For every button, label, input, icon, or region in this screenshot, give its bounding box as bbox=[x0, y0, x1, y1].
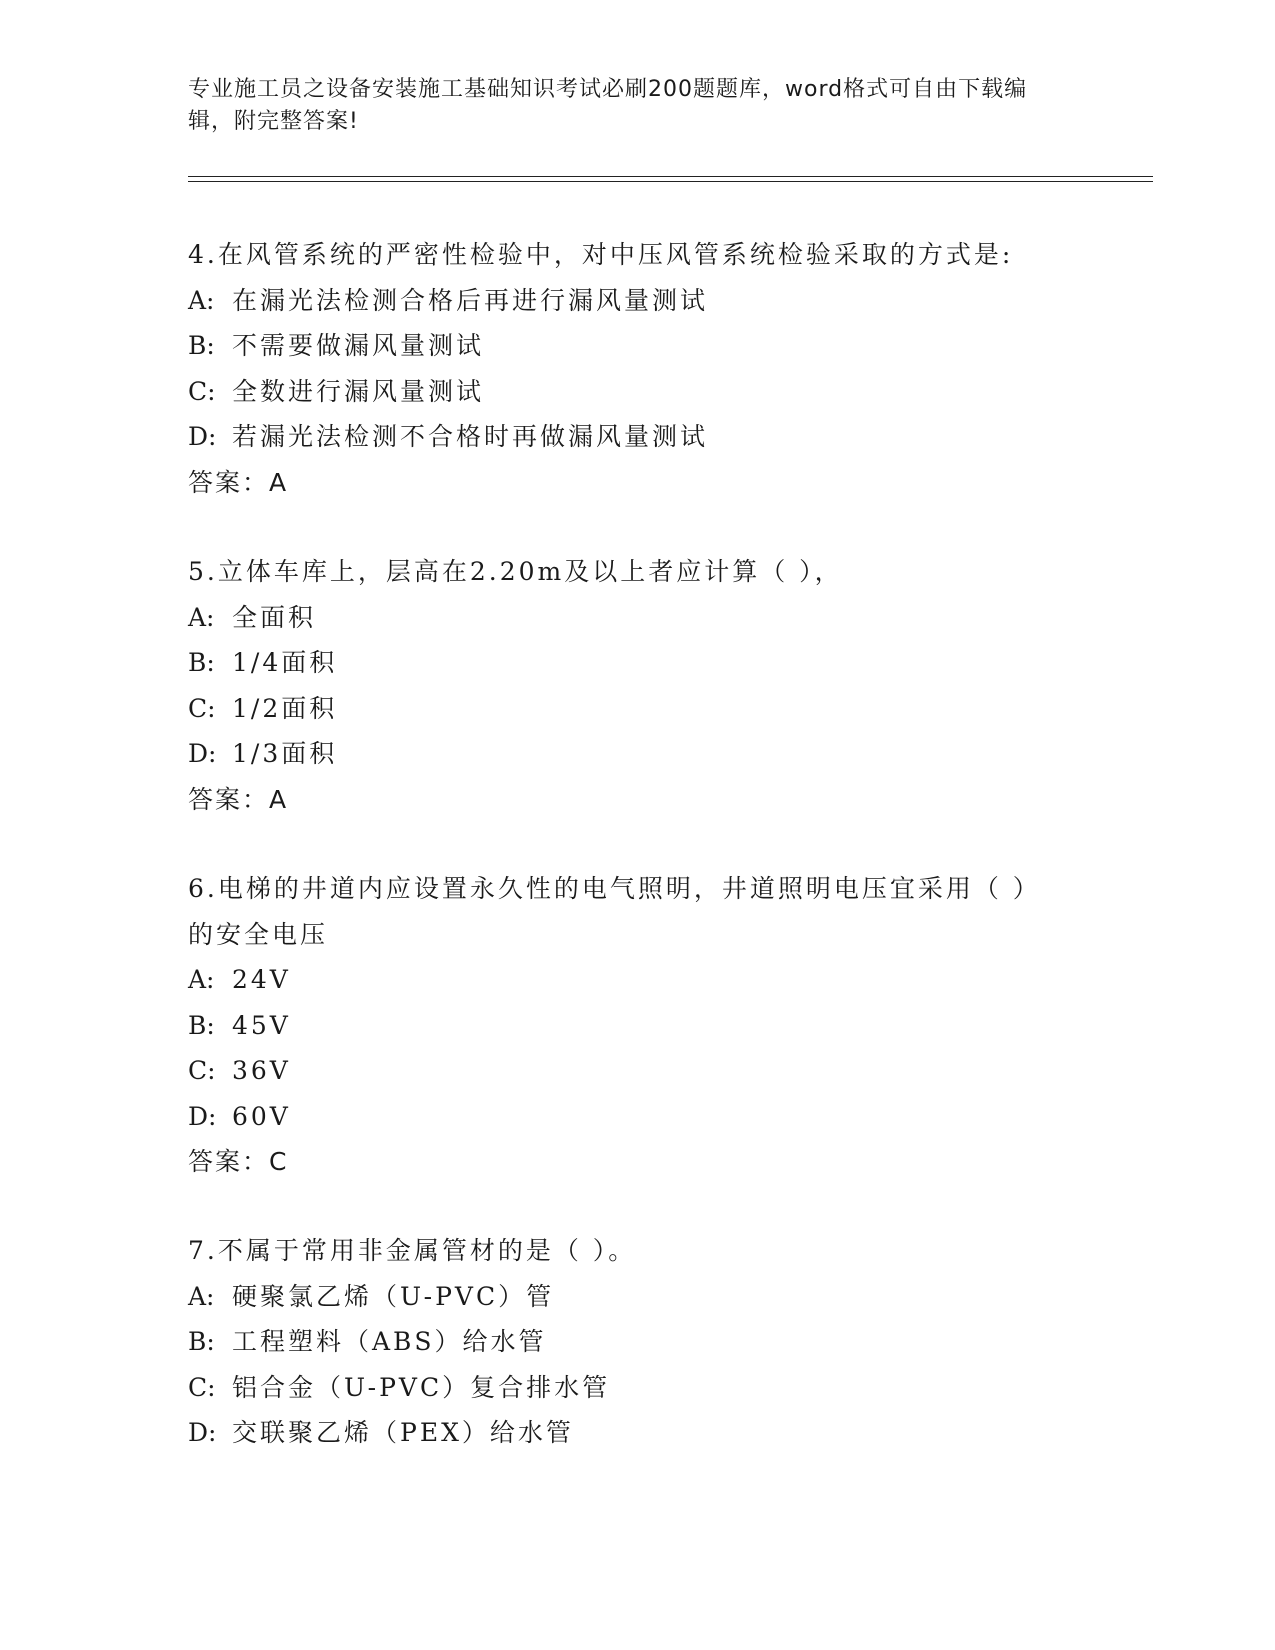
option-text: 45V bbox=[232, 1010, 291, 1040]
option-text: 36V bbox=[232, 1056, 291, 1085]
option-letter: A: bbox=[188, 285, 215, 315]
option-letter: D: bbox=[188, 422, 217, 451]
option-text: 60V bbox=[232, 1101, 291, 1131]
option-b bbox=[188, 323, 1068, 369]
option-letter: C: bbox=[188, 376, 216, 406]
option-b bbox=[188, 640, 1068, 686]
option-letter: B: bbox=[188, 1010, 215, 1040]
option-letter: C: bbox=[188, 1372, 216, 1402]
option-letter: D: bbox=[188, 1101, 217, 1131]
option-text: 1/2面积 bbox=[232, 693, 338, 723]
answer-line: 答案：C bbox=[188, 1147, 289, 1176]
option-d bbox=[188, 1094, 1068, 1140]
option-letter: A: bbox=[188, 965, 215, 994]
option-d bbox=[188, 1410, 1068, 1456]
option-text: 1/3面积 bbox=[232, 739, 338, 768]
option-a bbox=[188, 278, 1068, 324]
option-d bbox=[188, 731, 1068, 777]
option-text: 硬聚氯乙烯（U-PVC）管 bbox=[232, 1281, 555, 1311]
option-text: 铝合金（U-PVC）复合排水管 bbox=[232, 1372, 611, 1402]
question-stem: 6.电梯的井道内应设置永久性的电气照明，井道照明电压宜采用（ ）的安全电压 bbox=[188, 874, 1041, 949]
answer-line: 答案：A bbox=[188, 784, 289, 814]
option-letter: A: bbox=[188, 602, 215, 632]
option-c bbox=[188, 1048, 1068, 1094]
question-stem: 5.立体车库上，层高在2.20m及以上者应计算（ ）， bbox=[188, 557, 843, 586]
option-text: 工程塑料（ABS）给水管 bbox=[232, 1327, 547, 1356]
option-text: 全面积 bbox=[232, 602, 317, 632]
option-letter: B: bbox=[188, 331, 215, 360]
option-d bbox=[188, 414, 1068, 460]
option-letter: C: bbox=[188, 693, 216, 723]
option-letter: D: bbox=[188, 739, 217, 768]
option-text: 交联聚乙烯（PEX）给水管 bbox=[232, 1418, 574, 1447]
question-4 bbox=[188, 232, 1068, 505]
header-divider-bottom bbox=[188, 181, 1153, 182]
question-stem: 4.在风管系统的严密性检验中，对中压风管系统检验采取的方式是: bbox=[188, 240, 1014, 269]
option-c bbox=[188, 1365, 1068, 1411]
option-letter: C: bbox=[188, 1056, 216, 1085]
answer-line: 答案：A bbox=[188, 467, 289, 497]
question-6 bbox=[188, 866, 1068, 1185]
option-text: 不需要做漏风量测试 bbox=[232, 331, 485, 360]
option-a bbox=[188, 1274, 1068, 1320]
option-text: 全数进行漏风量测试 bbox=[232, 376, 485, 406]
option-c bbox=[188, 686, 1068, 732]
option-letter: A: bbox=[188, 1281, 215, 1311]
option-text: 在漏光法检测合格后再进行漏风量测试 bbox=[232, 285, 709, 315]
option-b bbox=[188, 1003, 1068, 1049]
option-c bbox=[188, 369, 1068, 415]
option-letter: D: bbox=[188, 1418, 217, 1447]
option-text: 1/4面积 bbox=[232, 648, 338, 677]
header-divider-top bbox=[188, 176, 1153, 177]
option-text: 若漏光法检测不合格时再做漏风量测试 bbox=[232, 422, 709, 451]
option-text: 24V bbox=[232, 965, 291, 994]
option-b bbox=[188, 1319, 1068, 1365]
option-a bbox=[188, 957, 1068, 1003]
question-stem: 7.不属于常用非金属管材的是（ ）。 bbox=[188, 1236, 637, 1265]
option-letter: B: bbox=[188, 1327, 215, 1356]
document-header: 专业施工员之设备安装施工基础知识考试必刷200题题库，word格式可自由下载编辑，附完整答案! bbox=[188, 77, 1028, 134]
question-5 bbox=[188, 549, 1068, 822]
option-letter: B: bbox=[188, 648, 215, 677]
option-a bbox=[188, 595, 1068, 641]
question-7 bbox=[188, 1228, 1068, 1456]
